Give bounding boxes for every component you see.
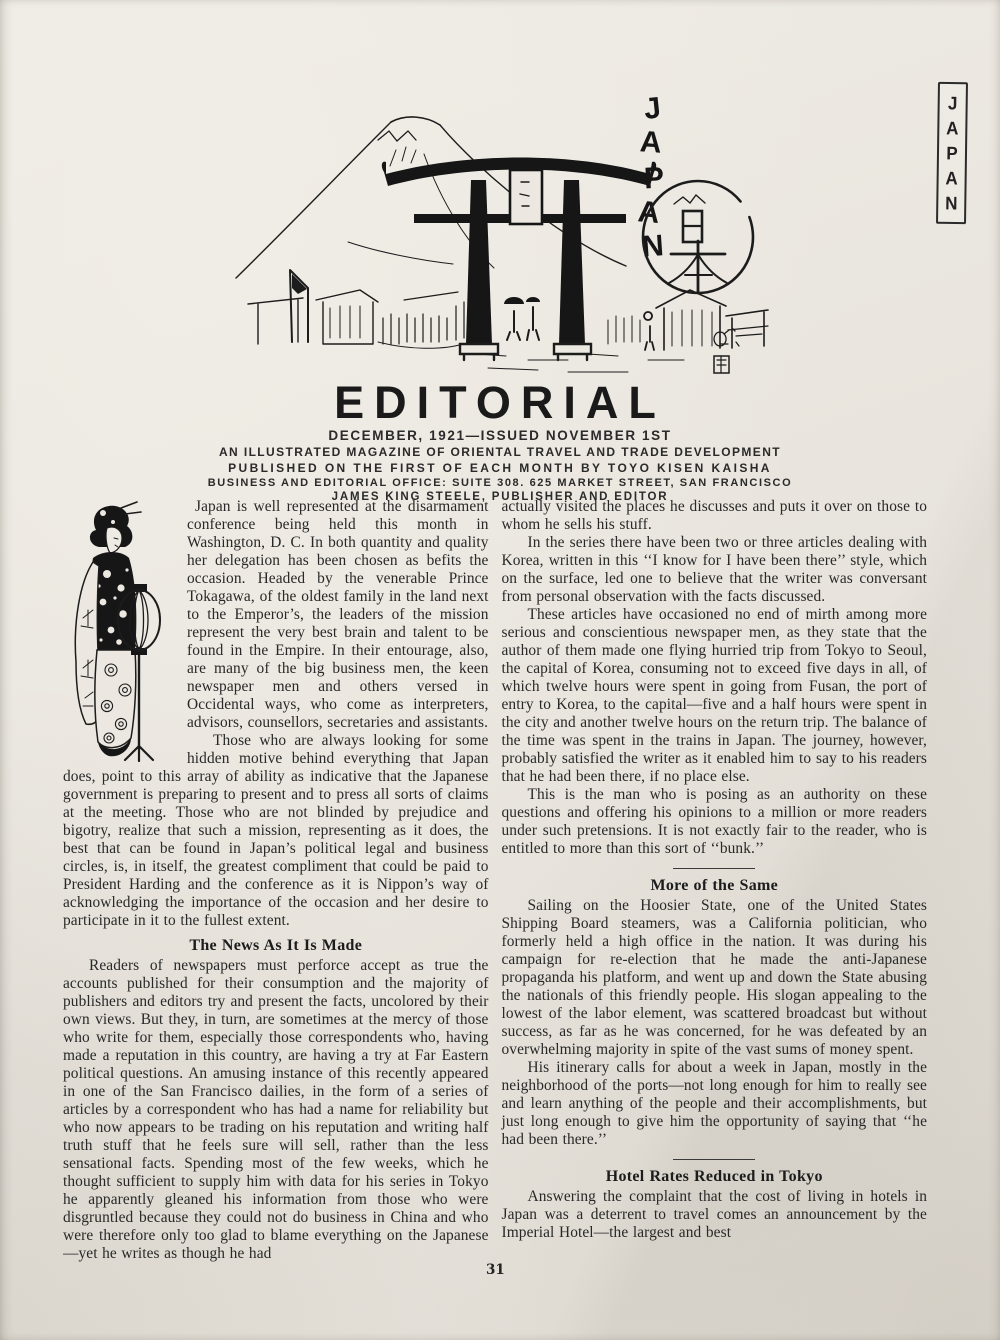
- svg-text:A: A: [636, 195, 662, 230]
- village-sketch: [248, 270, 768, 372]
- magazine-tagline: AN ILLUSTRATED MAGAZINE OF ORIENTAL TRAVEL AND TRADE DEVELOPMENT: [218, 445, 782, 459]
- svg-text:J: J: [642, 92, 663, 126]
- article-body: [63, 498, 927, 1276]
- svg-text:A: A: [638, 125, 663, 160]
- office-address-line: BUSINESS AND EDITORIAL OFFICE: SUITE 308. 625 MARKET STREET, SAN FRANCISCO: [207, 477, 793, 489]
- svg-text:P: P: [643, 161, 665, 196]
- tab-letter: A: [946, 118, 959, 139]
- paragraph: In the series there have been two or three articles dealing with Korea, written in this ‘‘I know for I have been there’’ style, which on the surface, led one to believe that the writer was conversant from personal observation with the facts discussed.: [501, 534, 927, 605]
- right-column: [502, 498, 928, 1276]
- tab-letter: N: [945, 193, 958, 214]
- page-title: EDITORIAL: [334, 377, 666, 428]
- section-divider: [673, 1159, 755, 1160]
- paragraph: Sailing on the Hoosier State, one of the United States Shipping Board steamers, was a California politician, who formerly held a high office in the nation. It was during his campaign for re-election that he made the anti-Japanese propaganda his platform, and went up and down the State abusing the nationals of this friendly people. His slogan appealing to the lowest of the labor element, was scattered broadcast but without success, as far as he was concerned, for he was defeated by an overwhelming majority in spite of the vast sums of money spent.: [501, 897, 927, 1058]
- masthead: [0, 377, 1000, 503]
- paragraph: Japan is well represented at the disarmament conference being held this month in Washington, D. C. In both quantity and quality her delegation has been chosen as befits the occasion. Headed by the venerable Prince Tokagawa, of the oldest family in the land next to the Emperor’s, the leaders of the mission represent the very best brain and talent to be found in the Empire. In their entourage, also, are many of the big business men, the keen newspaper men and others versed in Occidental ways, who come as interpreters, advisors, counsellors, secretaries and assistants.: [187, 498, 489, 731]
- left-column: [63, 498, 489, 1276]
- paragraph: This is the man who is posing as an authority on these questions and offering his opinions to a million or more readers under such pretensions. It is not exactly fair to the reader, who is entitled to more than this sort of ‘‘bunk.’’: [501, 786, 927, 857]
- paragraph: Readers of newspapers must perforce accept as true the accounts published for their consumption and the majority of publishers and editors try and present the facts, uncolored by their own views. But they, in turn, are sometimes at the mercy of those who write for them, especially those correspondents who, having made a reputation in this country, are having a try at Far Eastern political questions. An amusing instance of this recently appeared in one of the San Francisco dailies, in the form of a series of articles by a correspondent who has had a name for reliability but who now appears to be trading on his reputation and writing half truth stuff that he feels sure will sell, rather than the less sensational facts. Spending most of the few weeks, which he thought sufficient to supply him with data for his series in Tokyo he apparently gleaned his information from those who were disgruntled because they could not do business in China and who were therefore only too glad to blame everything on the Japanese—yet he writes as though he had: [63, 957, 489, 1262]
- tab-letter: P: [946, 143, 958, 164]
- paragraph: His itinerary calls for about a week in Japan, mostly in the neighborhood of the ports—not long enough for him to really see and learn anything of the people and their accomplishments, but just long enough to give him the opportunity of saying that ‘‘he had been there.’’: [501, 1059, 927, 1148]
- issue-date-line: DECEMBER, 1921—ISSUED NOVEMBER 1ST: [328, 428, 672, 443]
- artist-signature: [714, 328, 739, 373]
- geisha-illustration: [63, 500, 179, 762]
- paragraph: Those who are always looking for some hidden motive behind everything that Japan does, point to this array of ability as indicative that the Japanese government is preparing to present and to press all sorts of claims at the meeting. Those who are not blinded by prejudice and bigotry, realize that such a mission, representing as it does, the best that can be found in Japan’s political legal and business circles, is, in itself, the greatest compliment that could be paid to President Harding and the conference as it is Nippon’s way of acknowledging the importance of the occasion and her desire to participate in it to the fullest extent.: [63, 732, 489, 929]
- paragraph: actually visited the places he discusses and puts it over on those to whom he sells his stuff.: [501, 498, 927, 533]
- section-heading-more: More of the Same: [650, 877, 779, 894]
- section-heading-news: The News As It Is Made: [189, 937, 363, 954]
- svg-text:N: N: [640, 229, 665, 264]
- paragraph: These articles have occasioned no end of mirth among more serious and conscientious newspaper men, as they state that the author of them made one flying hurried trip from Tokyo to Seoul, the capital of Korea, consuming not to exceed five days in all, of which twelve hours were spent in going from Fusan, the port of entry to Korea, to the capital—five and a half hours were spent in the city and another twelve hours on the return trip. The balance of the time was spent in the trains in Japan. The journey, however, probably satisfied the writer as it enabled him to say to his readers that he had been there, if no place else.: [501, 606, 927, 785]
- editor-line: JAMES KING STEELE, PUBLISHER AND EDITOR: [331, 491, 669, 503]
- section-divider: [673, 868, 755, 869]
- tab-letter: J: [947, 93, 958, 114]
- tab-letter: A: [945, 168, 958, 189]
- publisher-line: PUBLISHED ON THE FIRST OF EACH MONTH BY TOYO KISEN KAISHA: [228, 461, 772, 475]
- section-heading-hotel: Hotel Rates Reduced in Tokyo: [605, 1168, 823, 1185]
- japan-side-tab: [936, 82, 968, 224]
- main-illustration: [228, 92, 773, 384]
- page-number: 31: [486, 1262, 505, 1278]
- paragraph: Answering the complaint that the cost of living in hotels in Japan was a deterrent to travel comes an announcement by the Imperial Hotel—the largest and best: [501, 1188, 927, 1241]
